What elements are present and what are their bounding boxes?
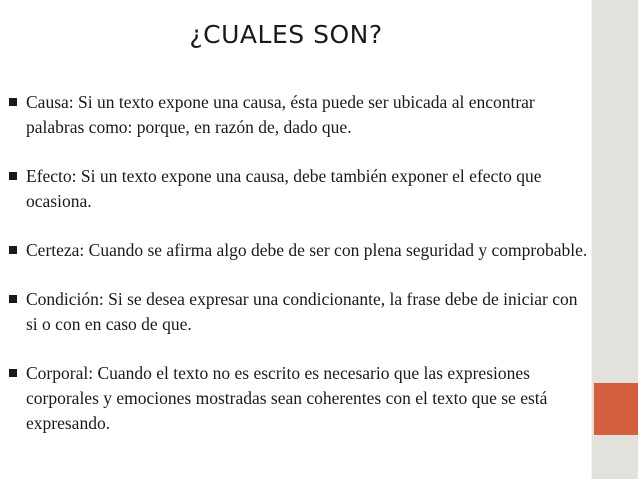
bullet-item-certeza [8,238,590,263]
side-divider [591,0,592,479]
bullet-item-causa [8,90,590,140]
bullet-text: Causa: Si un texto expone una causa, ésta puede ser ubicada al encontrar palabras como: porque, en razón de, dado que. [26,92,535,137]
square-bullet-icon [9,369,17,377]
bullet-item-condicion [8,287,590,337]
square-bullet-icon [9,295,17,303]
bullet-item-corporal [8,361,590,436]
accent-block [594,383,638,435]
square-bullet-icon [9,172,17,180]
square-bullet-icon [9,98,17,106]
bullet-list [8,90,590,460]
bullet-text: Certeza: Cuando se afirma algo debe de ser con plena seguridad y comprobable. [26,240,588,260]
bullet-text: Corporal: Cuando el texto no es escrito es necesario que las expresiones corporales y emociones mostradas sean coherentes con el texto que se está expresando. [26,363,548,433]
bullet-text: Condición: Si se desea expresar una condicionante, la frase debe de iniciar con si o con en caso de que. [26,289,578,334]
bullet-item-efecto [8,164,590,214]
slide-title: ¿CUALES SON? [189,20,383,49]
square-bullet-icon [9,246,17,254]
bullet-text: Efecto: Si un texto expone una causa, debe también exponer el efecto que ocasiona. [26,166,542,211]
